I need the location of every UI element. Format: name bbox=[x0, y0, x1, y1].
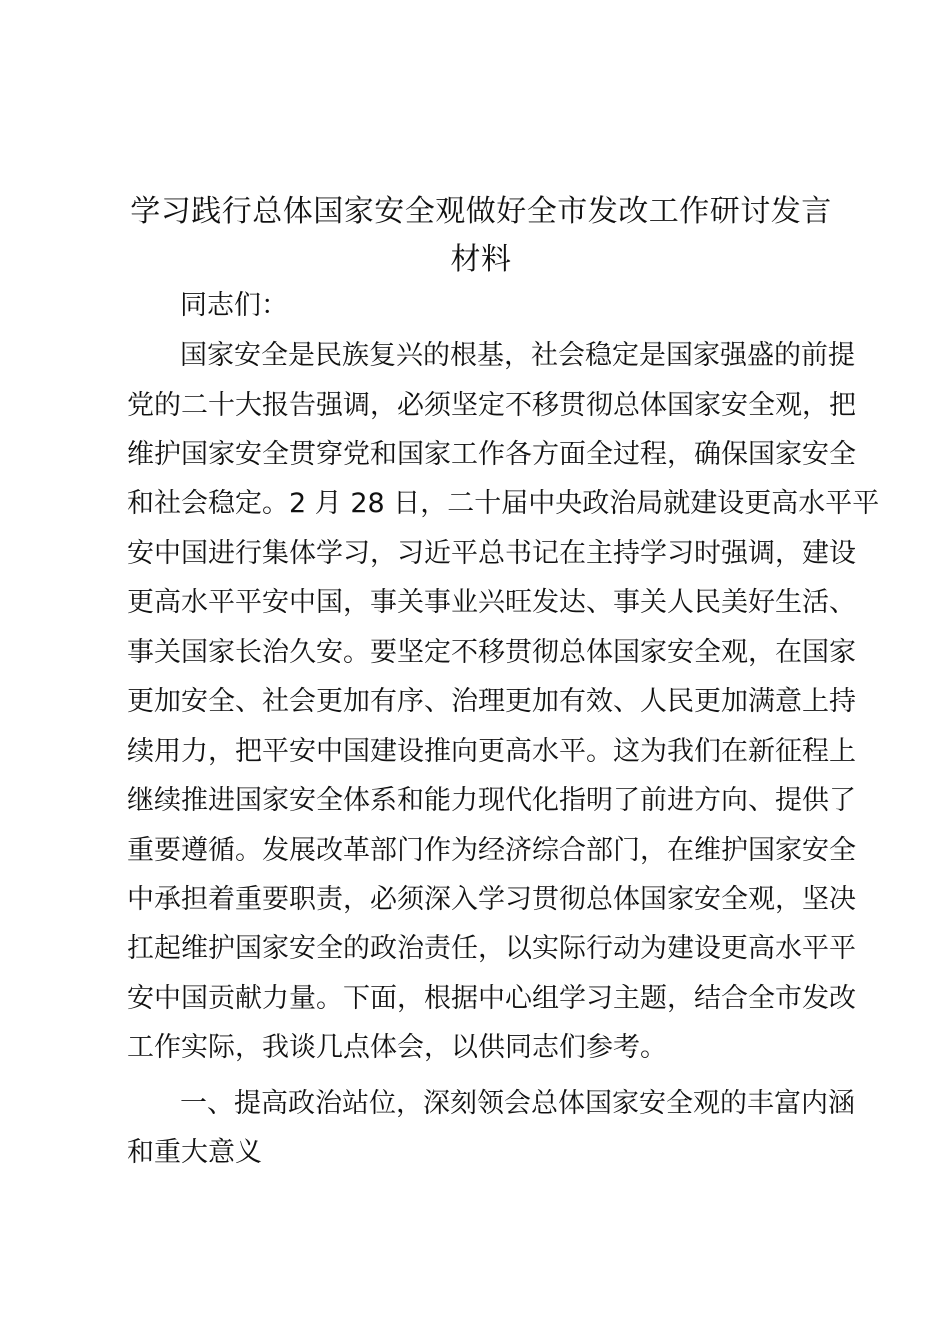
section-heading: 和重大意义 bbox=[127, 1137, 262, 1168]
paragraph-line: 安中国贡献力量。下面，根据中心组学习主题，结合全市发改 bbox=[127, 983, 856, 1014]
salutation: 同志们： bbox=[180, 290, 288, 321]
paragraph-line: 和社会稳定。2 月 28 日，二十届中央政治局就建设更高水平平 bbox=[127, 488, 880, 519]
paragraph-line: 工作实际，我谈几点体会，以供同志们参考。 bbox=[127, 1032, 667, 1063]
paragraph-line: 中承担着重要职责，必须深入学习贯彻总体国家安全观，坚决 bbox=[127, 884, 856, 915]
paragraph-line: 更高水平平安中国，事关事业兴旺发达、事关人民美好生活、 bbox=[127, 587, 856, 618]
paragraph-line: 党的二十大报告强调，必须坚定不移贯彻总体国家安全观，把 bbox=[127, 390, 856, 421]
section-heading: 一、提高政治站位，深刻领会总体国家安全观的丰富内涵 bbox=[180, 1088, 855, 1119]
paragraph-line: 国家安全是民族复兴的根基，社会稳定是国家强盛的前提 bbox=[180, 340, 855, 371]
document-title: 学习践行总体国家安全观做好全市发改工作研讨发言材料 bbox=[130, 194, 832, 277]
paragraph-line: 续用力，把平安中国建设推向更高水平。这为我们在新征程上 bbox=[127, 736, 856, 767]
paragraph-line: 安中国进行集体学习，习近平总书记在主持学习时强调，建设 bbox=[127, 538, 856, 569]
paragraph-line: 更加安全、社会更加有序、治理更加有效、人民更加满意上持 bbox=[127, 686, 856, 717]
paragraph-line: 重要遵循。发展改革部门作为经济综合部门，在维护国家安全 bbox=[127, 835, 856, 866]
paragraph-line: 维护国家安全贯穿党和国家工作各方面全过程，确保国家安全 bbox=[127, 439, 856, 470]
paragraph-line: 继续推进国家安全体系和能力现代化指明了前进方向、提供了 bbox=[127, 785, 856, 816]
paragraph-line: 扛起维护国家安全的政治责任，以实际行动为建设更高水平平 bbox=[127, 933, 856, 964]
paragraph-line: 事关国家长治久安。要坚定不移贯彻总体国家安全观，在国家 bbox=[127, 637, 856, 668]
